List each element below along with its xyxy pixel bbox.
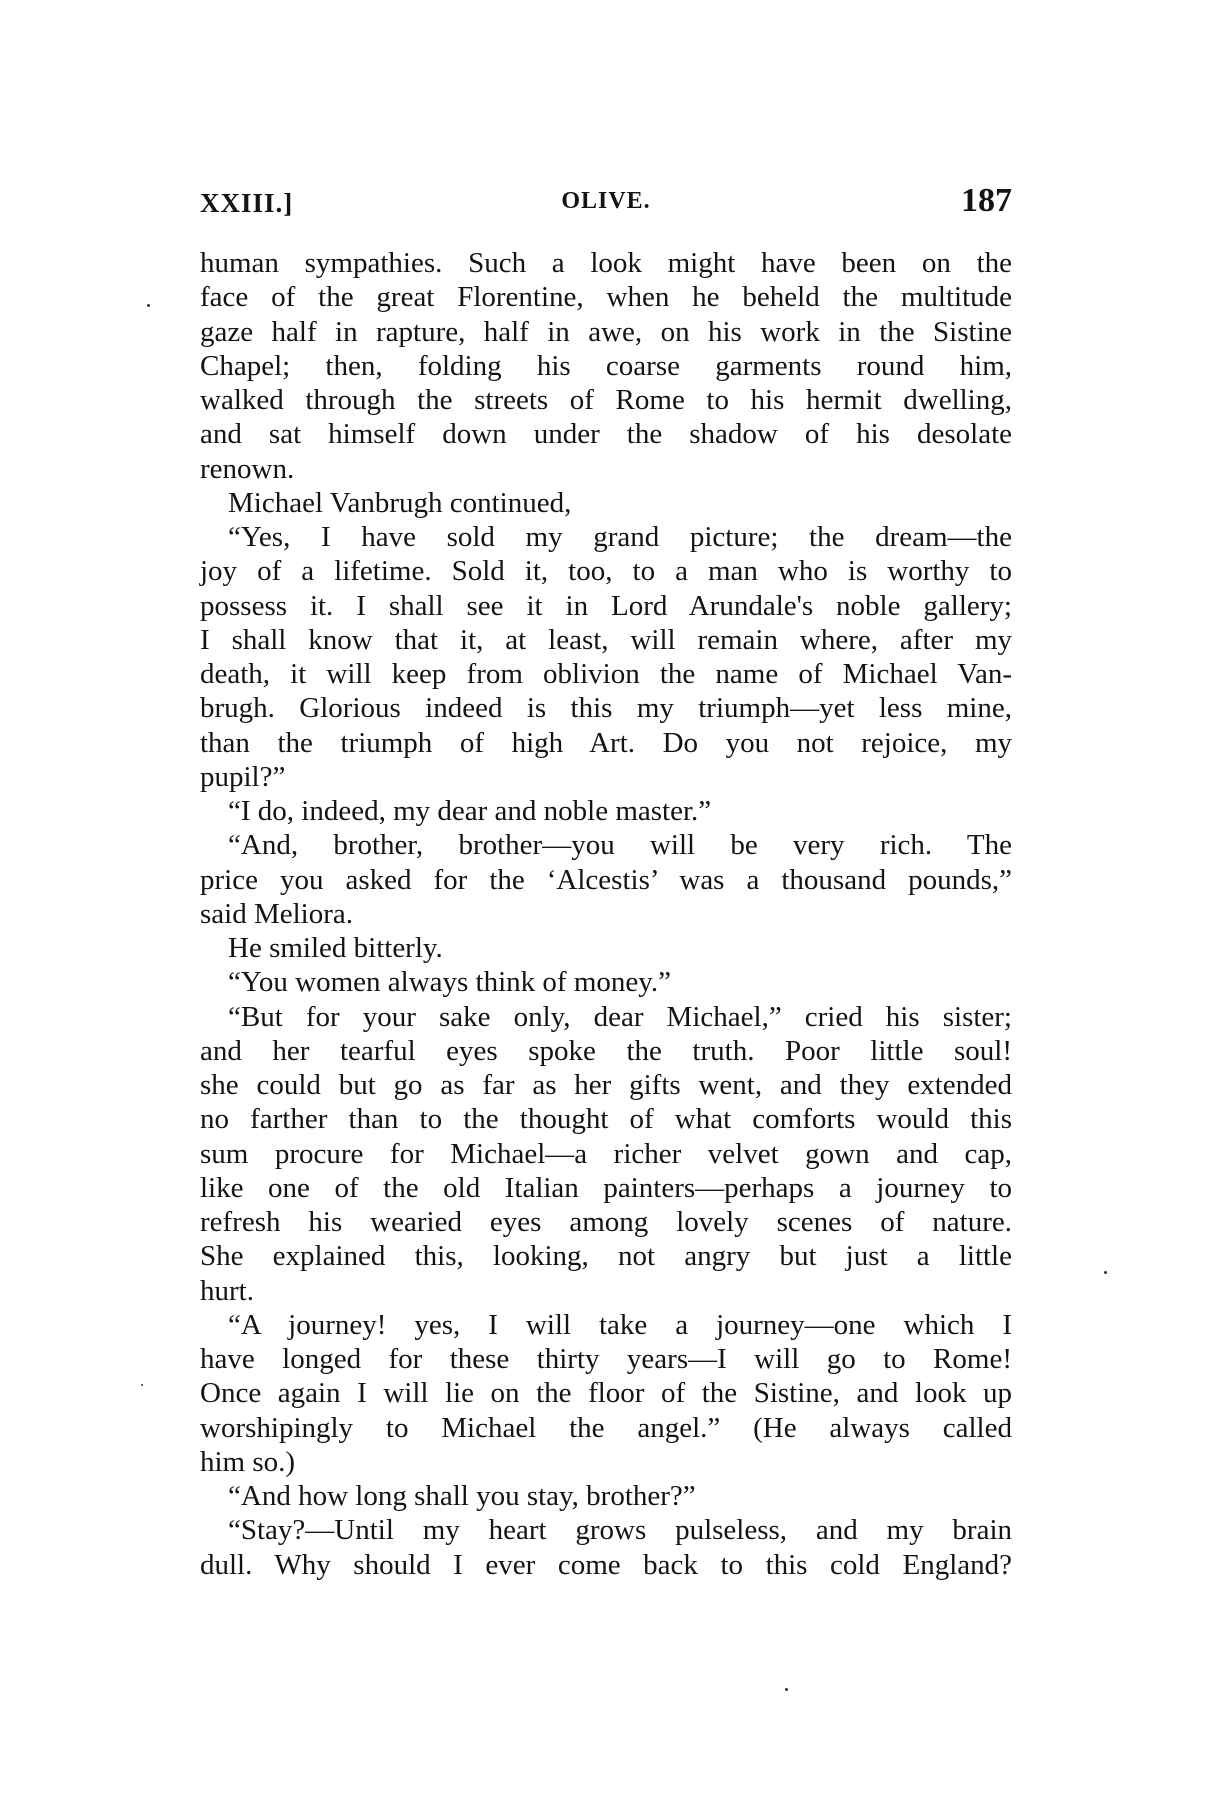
text-line: “Stay?—Until my heart grows pulseless, and my brain	[228, 1514, 1012, 1547]
text-line: said Meliora.	[200, 897, 354, 930]
text-line: walked through the streets of Rome to his hermit dwelling,	[200, 384, 1012, 416]
text-line: gaze half in rapture, half in awe, on his work in the Sistine	[200, 315, 1012, 348]
body-text	[200, 246, 1012, 1582]
running-header	[200, 182, 1012, 228]
text-line: He smiled bitterly.	[228, 932, 443, 964]
text-line: she could but go as far as her gifts went, and they extended	[200, 1069, 1012, 1101]
text-line: joy of a lifetime. Sold it, too, to a man who is worthy to	[200, 555, 1012, 588]
text-line: “I do, indeed, my dear and noble master.”	[228, 795, 712, 827]
text-line: and sat himself down under the shadow of his desolate	[200, 418, 1012, 451]
text-line: brugh. Glorious indeed is this my triumph—yet less mine,	[200, 692, 1012, 725]
text-line: She explained this, looking, not angry but just a little	[200, 1240, 1012, 1273]
text-line: dull. Why should I ever come back to this cold England?	[200, 1548, 1012, 1581]
text-line: price you asked for the ‘Alcestis’ was a thousand pounds,”	[200, 863, 1012, 896]
text-line: no farther than to the thought of what comforts would this	[200, 1103, 1012, 1136]
text-line: like one of the old Italian painters—perhaps a journey to	[200, 1171, 1012, 1204]
text-line: “And, brother, brother—you will be very rich. The	[228, 829, 1012, 862]
text-line: pupil?”	[200, 760, 286, 793]
text-line: refresh his wearied eyes among lovely scenes of nature.	[200, 1206, 1012, 1238]
text-line: “You women always think of money.”	[228, 966, 672, 999]
text-line: worshipingly to Michael the angel.” (He always called	[200, 1411, 1012, 1444]
text-line: him so.)	[200, 1445, 296, 1478]
text-line: and her tearful eyes spoke the truth. Poor little soul!	[200, 1034, 1012, 1067]
page-number: 187	[961, 182, 1012, 219]
scan-speck	[147, 304, 150, 307]
chapter-marker: XXIII.]	[200, 188, 294, 218]
text-line: hurt.	[200, 1274, 254, 1307]
running-title: OLIVE.	[561, 188, 651, 214]
scan-speck	[1104, 1271, 1107, 1274]
text-line: renown.	[200, 452, 295, 485]
text-line: possess it. I shall see it in Lord Arundale's noble gallery;	[200, 589, 1012, 622]
text-line: sum procure for Michael—a richer velvet gown and cap,	[200, 1137, 1012, 1170]
text-line: have longed for these thirty years—I will go to Rome!	[200, 1343, 1012, 1375]
text-line: “And how long shall you stay, brother?”	[228, 1480, 696, 1512]
text-line: “A journey! yes, I will take a journey—one which I	[228, 1308, 1012, 1341]
text-line: human sympathies. Such a look might have been on the	[200, 247, 1012, 279]
scan-speck	[141, 1384, 143, 1386]
text-line: death, it will keep from oblivion the name of Michael Van-	[200, 658, 1012, 690]
text-line: “Yes, I have sold my grand picture; the dream—the	[228, 521, 1012, 553]
text-line: I shall know that it, at least, will remain where, after my	[200, 623, 1012, 656]
text-line: face of the great Florentine, when he beheld the multitude	[200, 281, 1012, 314]
text-line: “But for your sake only, dear Michael,” cried his sister;	[228, 1000, 1012, 1033]
text-line: Once again I will lie on the floor of the Sistine, and look up	[200, 1377, 1012, 1410]
text-line: Chapel; then, folding his coarse garments round him,	[200, 349, 1012, 382]
text-line: than the triumph of high Art. Do you not rejoice, my	[200, 726, 1012, 759]
scan-speck	[785, 1688, 788, 1691]
text-line: Michael Vanbrugh continued,	[228, 486, 572, 519]
